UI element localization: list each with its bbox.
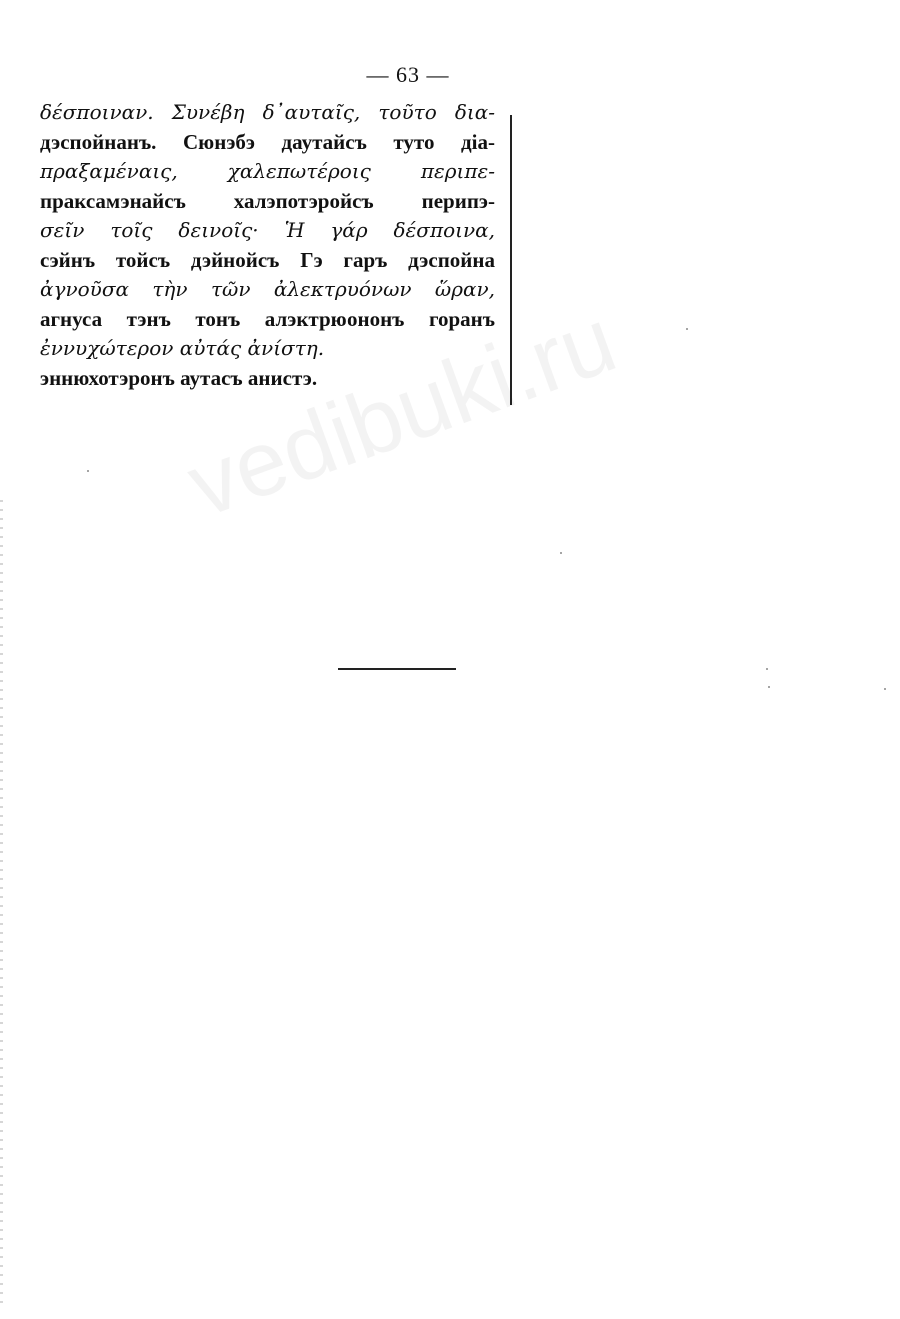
scan-speck: [768, 686, 770, 688]
text-line-transliteration: праксамэнайсъ халэпотэройсъ перипэ-: [40, 188, 495, 213]
scan-speck: [884, 688, 886, 690]
text-line-greek: σεῖν τοῖς δεινοῖς· Ἡ γάρ δέσποινα,: [40, 218, 495, 242]
scan-speck: [87, 470, 89, 472]
column-rule: [510, 115, 512, 405]
text-line-transliteration: сэйнъ тойсъ дэйнойсъ Гэ гаръ дэспойна: [40, 247, 495, 272]
section-end-rule: [338, 668, 456, 670]
scan-speck: [560, 552, 562, 554]
text-line-transliteration: агнуса тэнъ тонъ алэктрюононъ горанъ: [40, 306, 495, 331]
page-number: — 63 —: [366, 62, 450, 87]
text-line-greek: δέσποιναν. Συνέβη δ᾽αυταῖς, τοῦτο δια-: [40, 100, 495, 124]
scan-speck: [686, 328, 688, 330]
text-line-greek: πραξαμέναις, χαλεπωτέροις περιπε-: [40, 159, 495, 183]
text-column: [40, 98, 495, 393]
scan-edge-noise: [0, 500, 3, 1310]
text-line-greek: ἐννυχώτερον αὐτάς ἀνίστη.: [40, 336, 325, 360]
text-line-greek: ἀγνοῦσα τὴν τῶν ἀλεκτρυόνων ὥραν,: [40, 277, 495, 301]
text-line-transliteration: дэспойнанъ. Сюнэбэ даутайсъ туто діа-: [40, 129, 495, 154]
text-line-transliteration: эннюхотэронъ аутасъ анистэ.: [40, 365, 318, 390]
scan-speck: [766, 668, 768, 670]
